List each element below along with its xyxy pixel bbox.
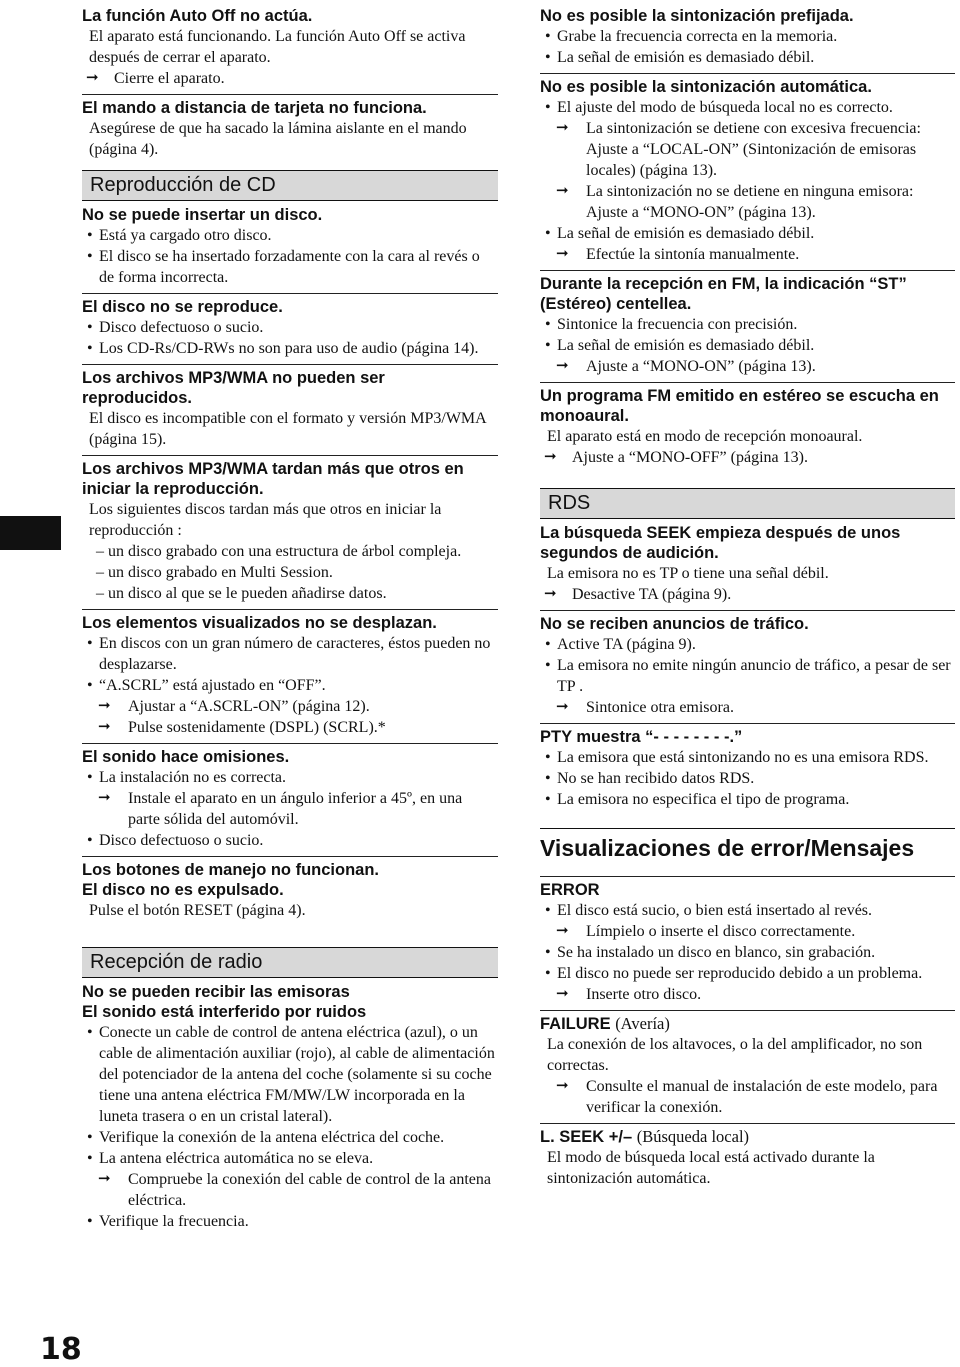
heading: No es posible la sintonización prefijada. xyxy=(540,7,854,25)
bullet-item: • Los CD-Rs/CD-RWs no son para uso de audio (página 14). xyxy=(82,338,498,359)
bullet-item: • Verifique la frecuencia. xyxy=(82,1211,498,1232)
divider xyxy=(540,73,955,74)
arrow-item: ➞ La sintonización no se detiene en ninguna emisora: xyxy=(540,181,955,202)
paragraph: La conexión de los altavoces, o la del amplificador, no son correctas. xyxy=(547,1036,923,1074)
divider xyxy=(82,364,498,365)
divider xyxy=(82,94,498,95)
bullet-item: • La emisora no emite ningún anuncio de tráfico, a pesar de ser TP . xyxy=(540,655,955,697)
bullet-item: • El disco no puede ser reproducido debido a un problema. xyxy=(540,963,955,984)
heading: La búsqueda SEEK empieza después de unos segundos de audición. xyxy=(540,524,901,562)
arrow-item-cont: Ajuste a “MONO-ON” (página 13). xyxy=(586,204,816,221)
bullet-item: • Está ya cargado otro disco. xyxy=(82,225,498,246)
bullet-item: • Active TA (página 9). xyxy=(540,634,955,655)
heading: Los botones de manejo no funcionan. xyxy=(82,861,380,879)
heading: Un programa FM emitido en estéreo se escucha en monoaural. xyxy=(540,387,939,425)
arrow-item: ➞ Ajuste a “MONO-ON” (página 13). xyxy=(540,356,955,377)
heading: La función Auto Off no actúa. xyxy=(82,7,313,25)
section-header-radio: Recepción de radio xyxy=(82,947,498,978)
divider xyxy=(540,1123,955,1124)
paragraph: El disco es incompatible con el formato y versión MP3/WMA (página 15). xyxy=(89,410,486,448)
dash-item: – un disco grabado en Multi Session. xyxy=(96,564,333,581)
bullet-item: • La instalación no es correcta. xyxy=(82,767,498,788)
arrow-item: ➞ Desactive TA (página 9). xyxy=(540,584,955,605)
bullet-item: • La señal de emisión es demasiado débil. xyxy=(540,223,955,244)
dash-item: – un disco al que se le pueden añadirse datos. xyxy=(96,585,387,602)
paragraph: El aparato está funcionando. La función Auto Off se activa después de cerrar el aparato. xyxy=(89,28,466,66)
heading: PTY muestra “- - - - - - - -.” xyxy=(540,728,743,746)
bullet-item: • Sintonice la frecuencia con precisión. xyxy=(540,314,955,335)
divider xyxy=(540,1010,955,1011)
arrow-item: ➞ La sintonización se detiene con excesiva frecuencia: xyxy=(540,118,955,139)
arrow-item-cont: Ajuste a “LOCAL-ON” (Sintonización de emisoras locales) (página 13). xyxy=(586,141,917,179)
arrow-item: ➞ Inserte otro disco. xyxy=(540,984,955,1005)
bullet-item: • Se ha instalado un disco en blanco, sin grabación. xyxy=(540,942,955,963)
paragraph: La emisora no es TP o tiene una señal débil. xyxy=(547,565,829,582)
divider xyxy=(82,609,498,610)
heading: El sonido está interferido por ruidos xyxy=(82,1003,367,1021)
heading-main: L. SEEK +/– xyxy=(540,1128,633,1146)
divider xyxy=(82,856,498,857)
heading: No se pueden recibir las emisoras xyxy=(82,983,350,1001)
divider xyxy=(540,382,955,383)
divider xyxy=(540,876,955,877)
paragraph: Pulse el botón RESET (página 4). xyxy=(89,902,306,919)
paragraph: Asegúrese de que ha sacado la lámina aislante en el mando (página 4). xyxy=(89,120,467,158)
paragraph: El aparato está en modo de recepción monoaural. xyxy=(547,428,863,445)
heading: No es posible la sintonización automática. xyxy=(540,78,872,96)
divider xyxy=(540,610,955,611)
bullet-item: • El ajuste del modo de búsqueda local no es correcto. xyxy=(540,97,955,118)
divider xyxy=(82,293,498,294)
heading-main: FAILURE xyxy=(540,1015,611,1033)
arrow-item: ➞ Ajuste a “MONO-OFF” (página 13). xyxy=(540,447,955,468)
page-number: 18 xyxy=(40,1332,82,1367)
bullet-item: • Conecte un cable de control de antena eléctrica (azul), o un cable de alimentación auxiliar (rojo), al cable de alimentación del potenciador de la antena del coche (solamente si su coche tiene una antena eléctrica FM/MW/LW incorporada en la luneta trasera o en un cristal lateral). xyxy=(82,1022,498,1127)
heading xyxy=(540,1014,955,1034)
heading: El sonido hace omisiones. xyxy=(82,748,290,766)
bullet-item: • En discos con un gran número de caracteres, éstos pueden no desplazarse. xyxy=(82,633,498,675)
arrow-item: ➞ Sintonice otra emisora. xyxy=(540,697,955,718)
heading: Durante la recepción en FM, la indicación “ST” (Estéreo) centellea. xyxy=(540,275,907,313)
arrow-item: ➞ Compruebe la conexión del cable de control de la antena eléctrica. xyxy=(82,1169,498,1211)
bullet-item: • La señal de emisión es demasiado débil. xyxy=(540,47,955,68)
bullet-item: • La señal de emisión es demasiado débil. xyxy=(540,335,955,356)
heading: El disco no se reproduce. xyxy=(82,298,283,316)
dash-item: – un disco grabado con una estructura de árbol compleja. xyxy=(96,543,462,560)
heading: Los elementos visualizados no se desplazan. xyxy=(82,614,437,632)
heading-sub: (Búsqueda local) xyxy=(636,1127,750,1146)
arrow-item: ➞ Instale el aparato en un ángulo inferior a 45º, en una parte sólida del automóvil. xyxy=(82,788,498,830)
heading: Los archivos MP3/WMA tardan más que otros en iniciar la reproducción. xyxy=(82,460,464,498)
heading: No se reciben anuncios de tráfico. xyxy=(540,615,809,633)
divider xyxy=(540,723,955,724)
left-column xyxy=(82,6,498,1232)
heading-sub: (Avería) xyxy=(615,1014,670,1033)
divider xyxy=(540,270,955,271)
arrow-item: ➞ Ajustar a “A.SCRL-ON” (página 12). xyxy=(82,696,498,717)
bullet-item: • El disco está sucio, o bien está insertado al revés. xyxy=(540,900,955,921)
bullet-item: • “A.SCRL” está ajustado en “OFF”. xyxy=(82,675,498,696)
section-header-rds: RDS xyxy=(540,488,955,519)
right-column xyxy=(540,6,955,1189)
arrow-item: ➞ Pulse sostenidamente (DSPL) (SCRL).* xyxy=(82,717,498,738)
bullet-item: • El disco se ha insertado forzadamente con la cara al revés o de forma incorrecta. xyxy=(82,246,498,288)
bullet-item: • Verifique la conexión de la antena eléctrica del coche. xyxy=(82,1127,498,1148)
paragraph: El modo de búsqueda local está activado durante la sintonización automática. xyxy=(547,1149,875,1187)
paragraph: Los siguientes discos tardan más que otros en iniciar la reproducción : xyxy=(89,501,442,539)
bullet-item: • Disco defectuoso o sucio. xyxy=(82,317,498,338)
heading: ERROR xyxy=(540,881,600,899)
arrow-item: ➞ Consulte el manual de instalación de este modelo, para verificar la conexión. xyxy=(540,1076,955,1118)
divider xyxy=(82,455,498,456)
divider xyxy=(82,743,498,744)
section-header-cd: Reproducción de CD xyxy=(82,170,498,201)
heading: El mando a distancia de tarjeta no funciona. xyxy=(82,99,427,117)
section-title-errors: Visualizaciones de error/Mensajes xyxy=(540,828,955,862)
bullet-item: • No se han recibido datos RDS. xyxy=(540,768,955,789)
bullet-item: • Grabe la frecuencia correcta en la memoria. xyxy=(540,26,955,47)
arrow-item: ➞ Efectúe la sintonía manualmente. xyxy=(540,244,955,265)
section-tab-marker xyxy=(0,516,61,550)
arrow-item: ➞ Límpielo o inserte el disco correctamente. xyxy=(540,921,955,942)
bullet-item: • Disco defectuoso o sucio. xyxy=(82,830,498,851)
heading: No se puede insertar un disco. xyxy=(82,206,323,224)
heading: El disco no es expulsado. xyxy=(82,881,284,899)
heading xyxy=(540,1127,955,1147)
arrow-item: ➞ Cierre el aparato. xyxy=(82,68,498,89)
bullet-item: • La emisora no especifica el tipo de programa. xyxy=(540,789,955,810)
heading: Los archivos MP3/WMA no pueden ser reproducidos. xyxy=(82,369,385,407)
bullet-item: • La antena eléctrica automática no se eleva. xyxy=(82,1148,498,1169)
bullet-item: • La emisora que está sintonizando no es una emisora RDS. xyxy=(540,747,955,768)
